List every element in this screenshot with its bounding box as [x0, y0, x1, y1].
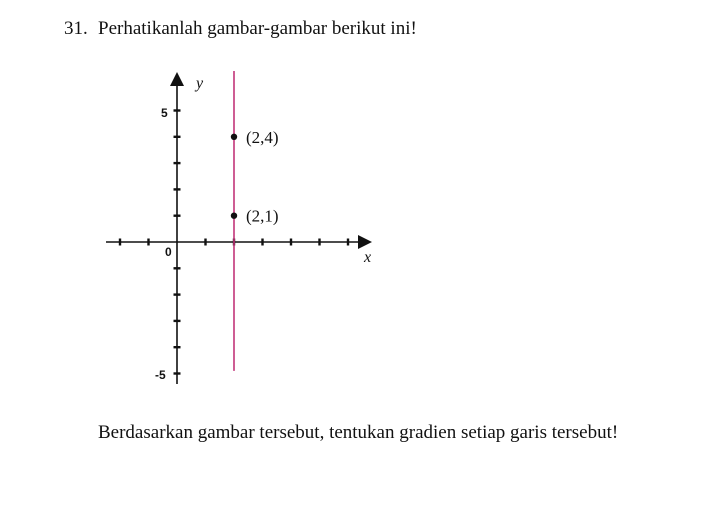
- points: [231, 128, 279, 226]
- data-point: [231, 213, 237, 219]
- y-axis-arrow: [170, 72, 184, 86]
- point-label: (2,1): [246, 206, 279, 226]
- axes: [106, 72, 372, 384]
- x-axis-name: x: [364, 249, 372, 266]
- y-tick-label-top: 5: [161, 106, 168, 120]
- origin-label: 0: [165, 245, 172, 259]
- data-point: [231, 134, 237, 140]
- question-text: Perhatikanlah gambar-gambar berikut ini!: [98, 18, 417, 39]
- y-axis-name: y: [196, 75, 204, 92]
- instruction-text: Berdasarkan gambar tersebut, tentukan gradien setiap garis tersebut!: [98, 422, 619, 443]
- question-number: 31.: [64, 18, 88, 39]
- x-axis-arrow: [358, 235, 372, 249]
- y-tick-label-bottom: -5: [155, 368, 166, 382]
- point-label: (2,4): [246, 127, 279, 147]
